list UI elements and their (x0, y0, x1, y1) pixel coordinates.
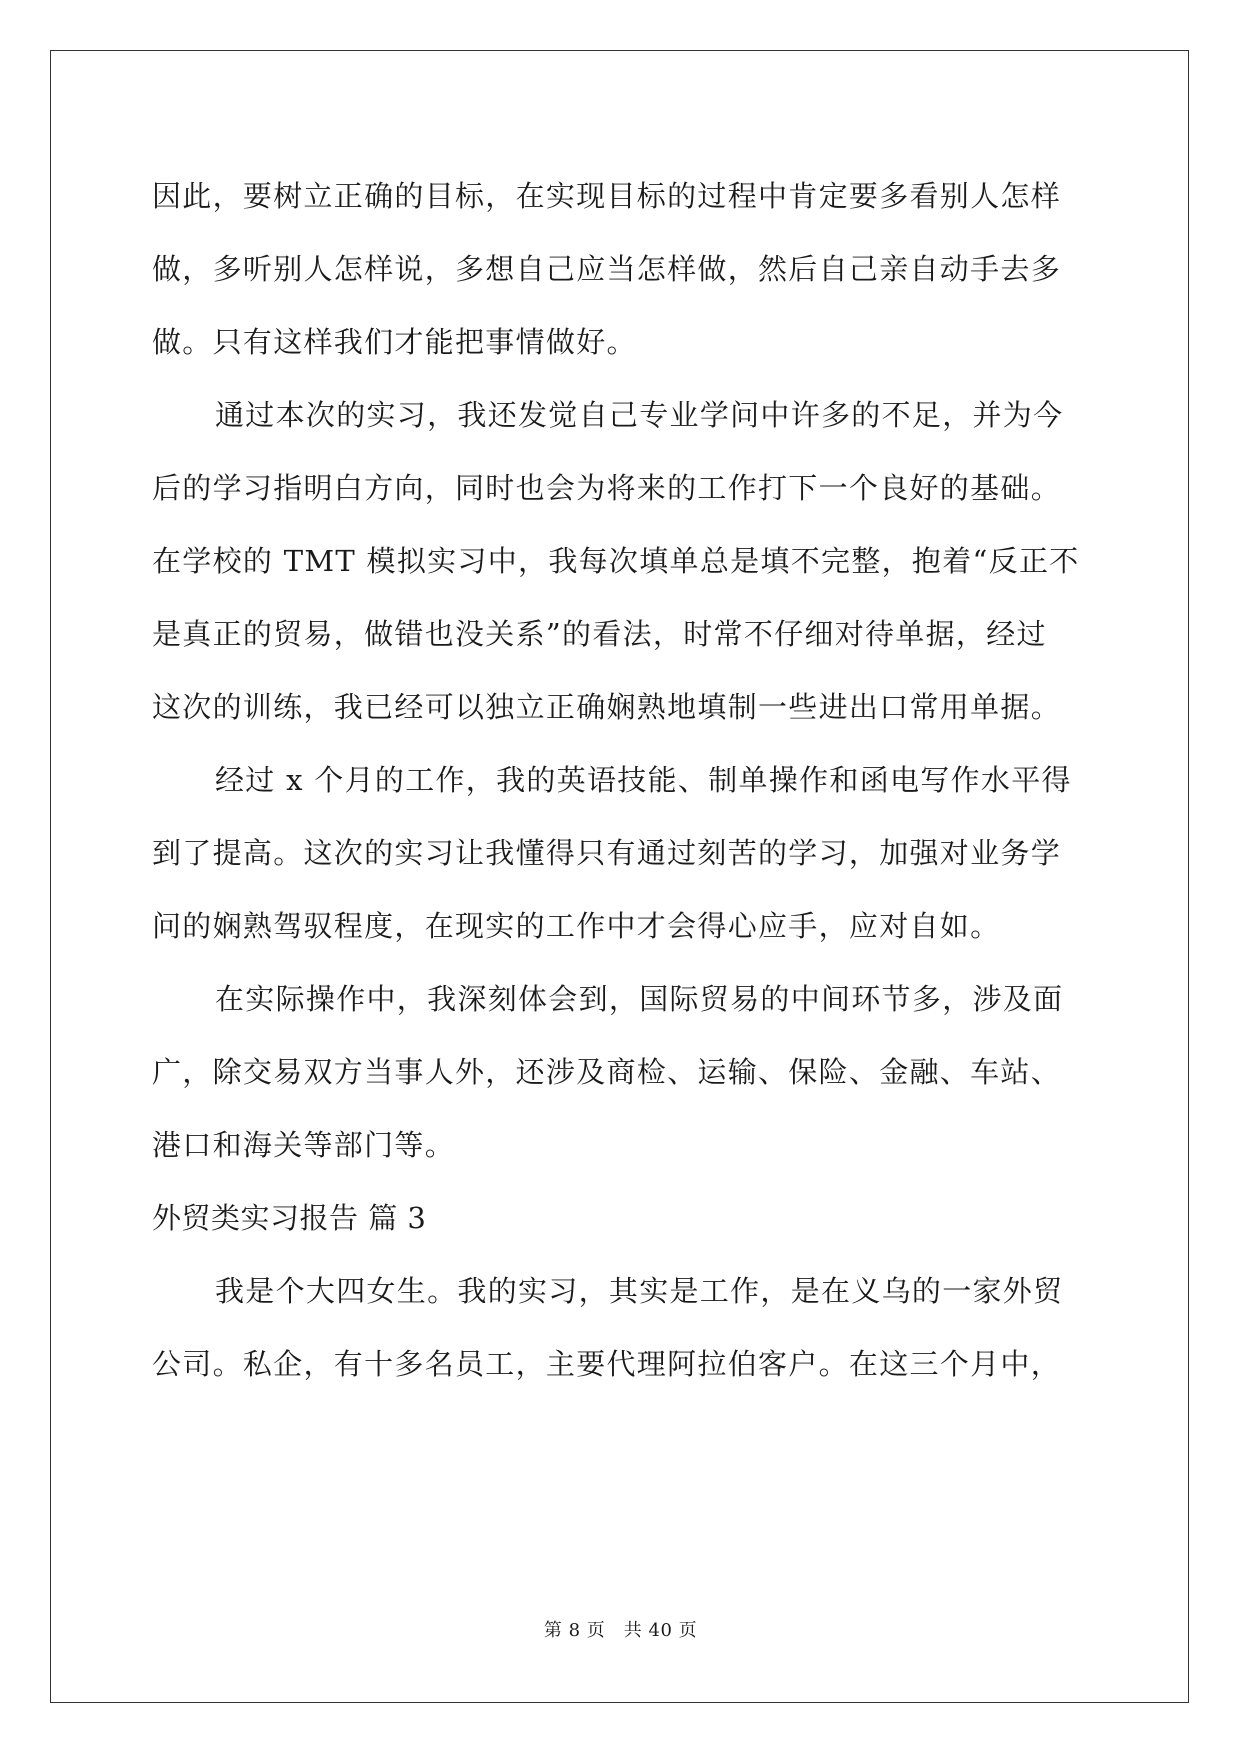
text-line: 公司。私企，有十多名员工，主要代理阿拉伯客户。在这三个月中， (152, 1347, 1062, 1381)
paragraph-first-line: 在实际操作中，我深刻体会到，国际贸易的中间环节多，涉及面 (215, 982, 1064, 1016)
paragraph-first-line: 我是个大四女生。我的实习，其实是工作，是在义乌的一家外贸 (215, 1274, 1064, 1308)
text-line: 是真正的贸易，做错也没关系”的看法，时常不仔细对待单据，经过 (152, 617, 1047, 651)
section-heading: 外贸类实习报告 篇 3 (152, 1201, 427, 1235)
text-line: 港口和海关等部门等。 (152, 1128, 456, 1162)
document-body (152, 160, 1092, 1401)
text-line: 做。只有这样我们才能把事情做好。 (152, 325, 637, 359)
text-line: 到了提高。这次的实习让我懂得只有通过刻苦的学习，加强对业务学 (152, 836, 1062, 870)
text-line: 因此，要树立正确的目标，在实现目标的过程中肯定要多看别人怎样 (152, 179, 1062, 213)
paragraph-first-line: 经过 x 个月的工作，我的英语技能、制单操作和函电写作水平得 (215, 763, 1072, 797)
text-line: 在学校的 TMT 模拟实习中，我每次填单总是填不完整，抱着“反正不 (152, 544, 1080, 578)
text-line: 后的学习指明白方向，同时也会为将来的工作打下一个良好的基础。 (152, 471, 1062, 505)
text-line: 做，多听别人怎样说，多想自己应当怎样做，然后自己亲自动手去多 (152, 252, 1062, 286)
text-line: 问的娴熟驾驭程度，在现实的工作中才会得心应手，应对自如。 (152, 909, 1001, 943)
paragraph-first-line: 通过本次的实习，我还发觉自己专业学问中许多的不足，并为今 (215, 398, 1064, 432)
text-line: 这次的训练，我已经可以独立正确娴熟地填制一些进出口常用单据。 (152, 690, 1062, 724)
page-number: 第 8 页 共 40 页 (543, 1620, 698, 1641)
text-line: 广，除交易双方当事人外，还涉及商检、运输、保险、金融、车站、 (152, 1055, 1062, 1089)
